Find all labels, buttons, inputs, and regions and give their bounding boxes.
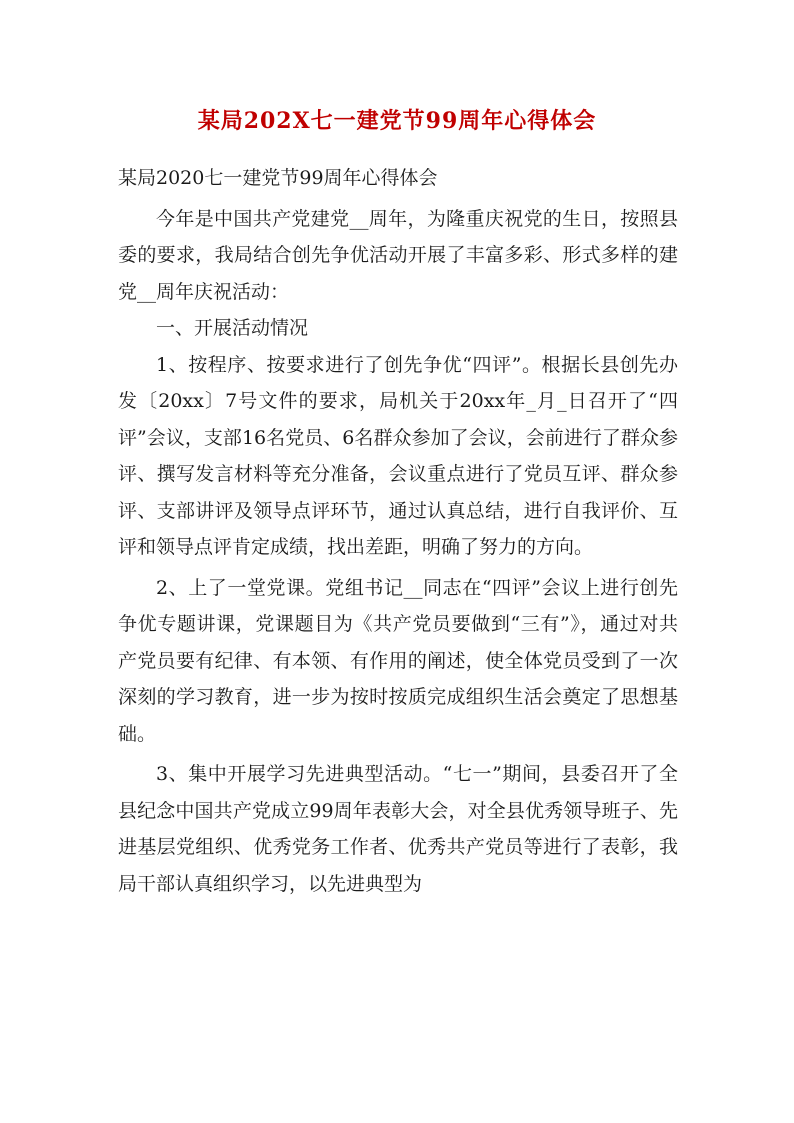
paragraph-item-1: 1、按程序、按要求进行了创先争优“四评”。根据长县创先办发〔20xx〕7号文件的要求，局机关于20xx年_月_日召开了“四评”会议，支部16名党员、6名群众参加了会议，会前进行了群众参评、撰写发言材料等充分准备，会议重点进行了党员互评、群众参评、支部讲评及领导点评环节，通过认真总结，进行自我评价、互评和领导点评肯定成绩，找出差距，明确了努力的方向。 — [118, 353, 678, 558]
document-body — [118, 160, 678, 902]
paragraph-item-2: 2、上了一堂党课。党组书记__同志在“四评”会议上进行创先争优专题讲课，党课题目为《共产党员要做到“三有”》，通过对共产党员要有纪律、有本领、有作用的阐述，使全体党员受到了一次深刻的学习教育，进一步为按时按质完成组织生活会奠定了思想基础。 — [118, 576, 678, 745]
paragraph-intro: 今年是中国共产党建党__周年，为隆重庆祝党的生日，按照县委的要求，我局结合创先争优活动开展了丰富多彩、形式多样的建党__周年庆祝活动： — [118, 207, 678, 303]
paragraph-item-3: 3、集中开展学习先进典型活动。“七一”期间，县委召开了全县纪念中国共产党成立99周年表彰大会，对全县优秀领导班子、先进基层党组织、优秀党务工作者、优秀共产党员等进行了表彰，我局干部认真组织学习，以先进典型为 — [118, 763, 678, 895]
section-heading: 一、开展活动情况 — [156, 317, 309, 339]
document-subtitle: 某局2020七一建党节99周年心得体会 — [118, 167, 438, 189]
document-title: 某局202X七一建党节99周年心得体会 — [197, 108, 597, 134]
